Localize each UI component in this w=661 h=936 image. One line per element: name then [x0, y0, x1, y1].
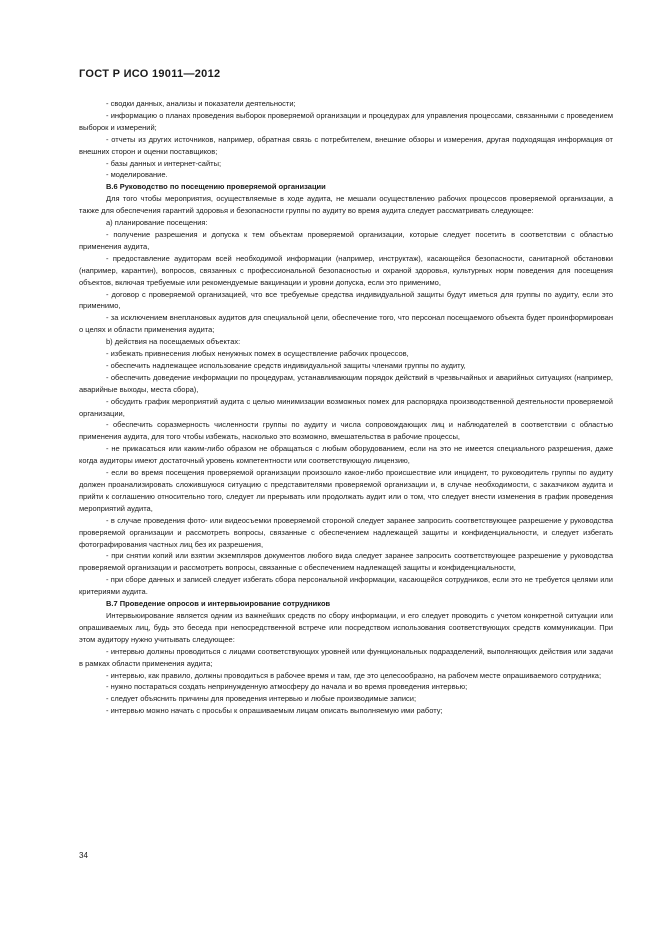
paragraph: - за исключением внеплановых аудитов для специальной цели, обеспечение того, что персонал посещаемого объекта будет проинформирован о целях и области применения аудита; — [79, 313, 613, 335]
paragraph: - нужно постараться создать непринужденную атмосферу до начала и во время проведения интервью; — [106, 682, 468, 692]
paragraph: а) планирование посещения: — [106, 218, 208, 228]
document-header: ГОСТ Р ИСО 19011—2012 — [79, 68, 221, 80]
paragraph: - не прикасаться или каким-либо образом не обращаться с любым оборудованием, если на это не имеется специального разрешения, даже когда аудиторы имеют достаточный уровень компетентности или соответствующую лицензию, — [79, 444, 613, 466]
paragraph: - моделирование. — [106, 170, 168, 180]
paragraph: - избежать привнесения любых ненужных помех в осуществление рабочих процессов, — [106, 349, 409, 359]
paragraph: - интервью можно начать с просьбы к опрашиваемым лицам описать выполняемую ими работу; — [106, 706, 443, 716]
paragraph: Интервьюирование является одним из важнейших средств по сбору информации, и его следует проводить с учетом конкретной ситуации или опрашиваемых лиц, будь это беседа при непосредственной встрече или посредством использования соответствующих средств коммуникации. При этом аудитору нужно учитывать следующее: — [79, 610, 613, 644]
paragraph: Для того чтобы мероприятия, осуществляемые в ходе аудита, не мешали осуществлению рабочих процессов проверяемой организации, а также для обеспечения гарантий здоровья и безопасности группы по аудиту во время аудита следует рассматривать следующее: — [79, 194, 613, 216]
section-heading-b6: В.6 Руководство по посещению проверяемой организации — [106, 182, 326, 192]
paragraph: - если во время посещения проверяемой организации произошло какое-либо происшествие или инцидент, то руководитель группы по аудиту должен проанализировать сложившуюся ситуацию с представителями проверяемой организации и, в случае необходимости, с заказчиком аудита и прийти к соглашению относительно того, следует ли прерывать или продолжать аудит или о том, что следует внести изменения в график проведения мероприятий аудита, — [79, 468, 613, 513]
paragraph: - договор с проверяемой организацией, что все требуемые средства индивидуальной защиты будут иметься для группы по аудиту, если это применимо, — [79, 289, 613, 311]
paragraph: - следует объяснить причины для проведения интервью и любые производимые записи; — [106, 694, 417, 704]
section-heading-b7: В.7 Проведение опросов и интервьюирование сотрудников — [106, 599, 331, 609]
paragraph: - обеспечить надлежащее использование средств индивидуальной защиты членами группы по аудиту, — [106, 360, 466, 370]
paragraph: - базы данных и интернет-сайты; — [106, 158, 222, 168]
paragraph: b) действия на посещаемых объектах: — [106, 337, 241, 347]
paragraph: - получение разрешения и допуска к тем объектам проверяемой организации, которые следует посетить в соответствии с областью применения аудита, — [79, 229, 613, 251]
paragraph: - обеспечить доведение информации по процедурам, устанавливающим порядок действий в чрезвычайных и аварийных ситуациях (например, аварийные выходы, места сбора), — [79, 372, 613, 394]
paragraph: - интервью, как правило, должны проводиться в рабочее время и там, где это целесообразно, на рабочем месте опрашиваемого сотрудника; — [106, 670, 602, 680]
paragraph: - при сборе данных и записей следует избегать сбора персональной информации, касающейся сотрудников, если это не требуется целями или критериями аудита. — [79, 575, 613, 597]
paragraph: - обеспечить соразмерность численности группы по аудиту и числа сопровождающих лиц и наблюдателей в соответствии с областью применения аудита, для того чтобы избежать, насколько это возможно, вмешательства в рабочие процессы, — [79, 420, 613, 442]
paragraph: - при снятии копий или взятии экземпляров документов любого вида следует заранее запросить соответствующее разрешение у руководства проверяемой организации и рассмотреть вопросы, связанные с обеспечением надлежащей защиты и конфиденциальности, — [79, 551, 613, 573]
paragraph: - интервью должны проводиться с лицами соответствующих уровней или функциональных подразделений, выполняющих действия или задачи в рамках области применения аудита; — [79, 646, 613, 668]
paragraph: - отчеты из других источников, например, обратная связь с потребителем, внешние обзоры и измерения, другая подходящая информация от внешних сторон и оценки поставщиков; — [79, 134, 613, 156]
paragraph: - обсудить график мероприятий аудита с целью минимизации возможных помех для распорядка производственной деятельности проверяемой организации, — [79, 396, 613, 418]
paragraph: - предоставление аудиторам всей необходимой информации (например, инструктаж), касающейся безопасности, санитарной обстановки (например, карантин), вопросов, связанных с профессиональной безопасностью и охраной здоровья, культурных норм поведения для посещения объектов, включая требуемые или рекомендуемые вакцинации и уровни допуска, если это применимо, — [79, 253, 613, 287]
paragraph: - информацию о планах проведения выборок проверяемой организации и процедурах для управления процессами, связанными с проведением выборок и измерений; — [79, 110, 613, 132]
paragraph: - сводки данных, анализы и показатели деятельности; — [106, 99, 296, 108]
paragraph: - в случае проведения фото- или видеосъемки проверяемой стороной следует заранее запросить соответствующее разрешение у руководства проверяемой организации и рассмотреть вопросы, связанные с обеспечением надлежащей защиты и конфиденциальности, и следует избегать фотографирования частных лиц без их разрешения, — [79, 515, 613, 549]
page-number: 34 — [79, 851, 88, 860]
document-body — [79, 98, 613, 717]
